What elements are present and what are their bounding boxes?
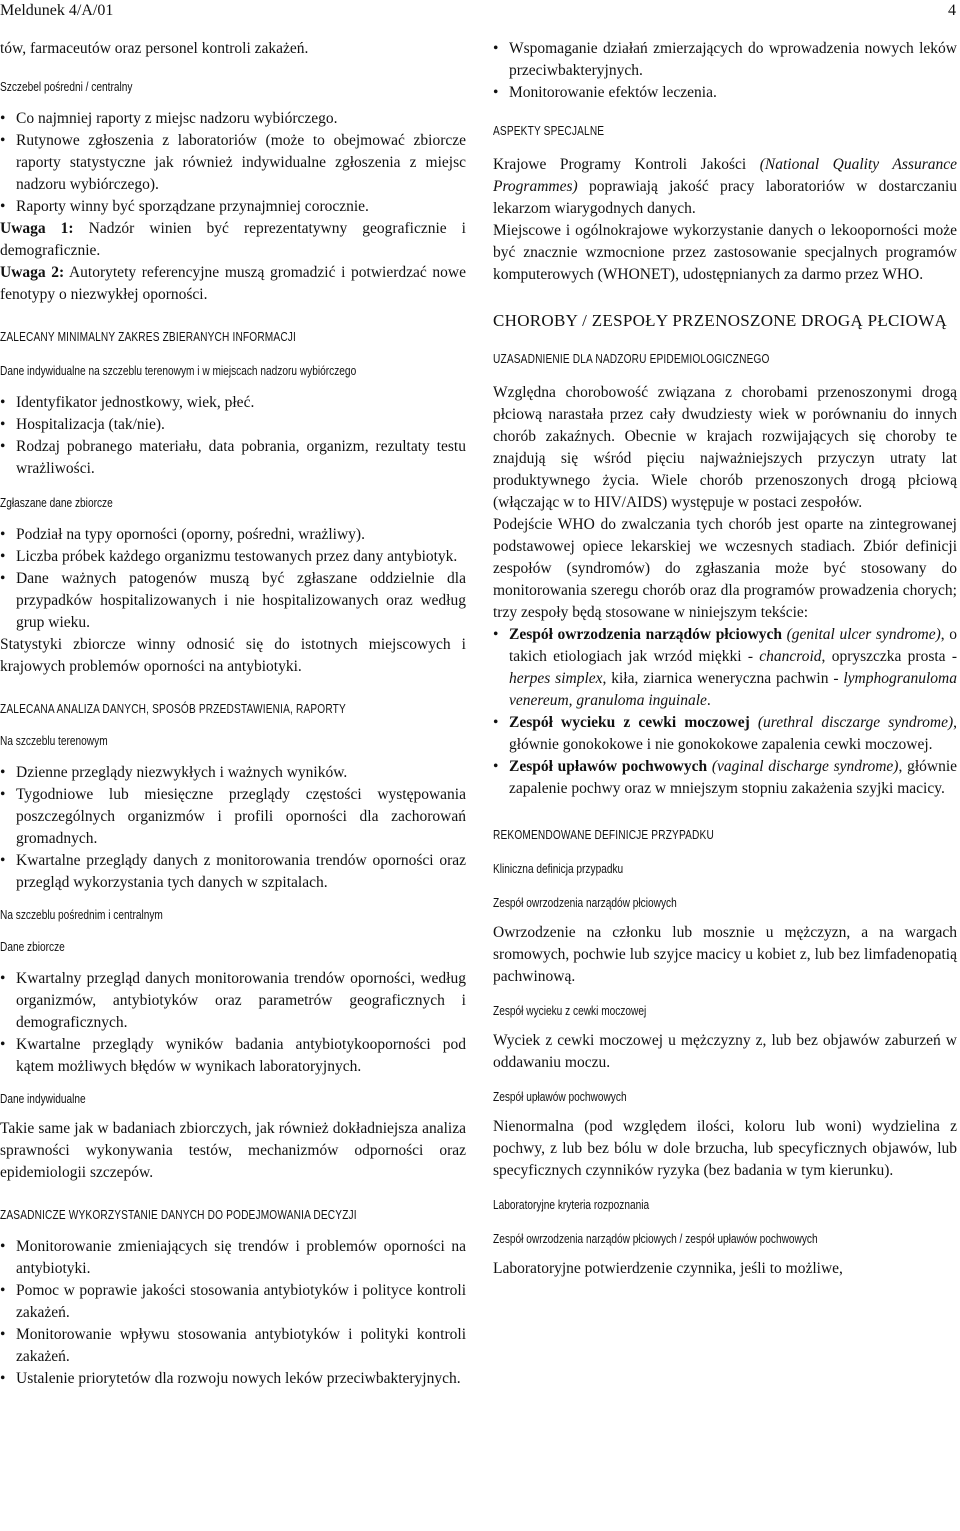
paragraph: Miejscowe i ogólnokrajowe wykorzystanie danych o lekooporności może być znacznie wzmocnione przez zastosowanie specjalnych programów komputerowych (WHONET), udostępnianych za darmo przez WHO. bbox=[493, 222, 957, 283]
list-item: • Tygodniowe lub miesięczne przeglądy częstości występowania poszczególnych organizmów i profili oporności dla zachorowań gromadnych. bbox=[0, 784, 466, 850]
paragraph: Nienormalna (pod względem ilości, koloru lub woni) wydzielina z pochwy, z lub bez bólu w dole brzucha, lub specyficznych objawów, lub specyficznych czynników ryzyka (bez badania w tym kierunku). bbox=[493, 1118, 957, 1179]
list-item bbox=[493, 712, 957, 756]
bullet-list bbox=[0, 392, 466, 480]
list-item: • Identyfikator jednostkowy, wiek, płeć. bbox=[0, 392, 466, 414]
paragraph: Takie same jak w badaniach zbiorczych, jak również dokładniejsza analiza sprawności wykonywania testów, mechanizmów odporności oraz epidemiologii szczepów. bbox=[0, 1120, 466, 1181]
paragraph: Względna chorobowość związana z chorobami przenoszonymi drogą płciową narastała przez cały dwudziesty wiek w porównaniu do innych chorób zakaźnych. Obecnie w krajach rozwijających się choroby te znajdują się wśród pięciu najważniejszych przyczyn utraty lat produktywnego życia. Wiele chorób przenoszonych drogą płciową (włączając w to HIV/AIDS) występuje w postaci zespołów. bbox=[493, 384, 957, 511]
italic-run: lymphogranuloma venereum, granuloma inguinale bbox=[509, 670, 958, 709]
subsection-heading: Zespół wycieku z cewki moczowej bbox=[493, 1003, 647, 1018]
bullet-list bbox=[0, 762, 466, 894]
list-item: • Dane ważnych patogenów muszą być zgłaszane oddzielnie dla przypadków hospitalizowanych i nie hospitalizowanych oraz według grup wieku. bbox=[0, 568, 466, 634]
subsection-heading: Na szczeblu pośrednim i centralnym bbox=[0, 907, 163, 922]
text-run: , głównie gonokokowe i nie gonokokowe zapalenia cewki moczowej. bbox=[509, 714, 958, 753]
section-heading: ASPEKTY SPECJALNE bbox=[493, 123, 605, 138]
subsection-heading: Dane indywidualne na szczeblu terenowym i w miejscach nadzoru wybiórczego bbox=[0, 363, 357, 378]
subsection-heading: Zespół upławów pochwowych bbox=[493, 1089, 627, 1104]
list-item: • Dzienne przeglądy niezwykłych i ważnych wyników. bbox=[0, 762, 466, 784]
subsection-heading: UZASADNIENIE DLA NADZORU EPIDEMIOLOGICZNEGO bbox=[493, 351, 770, 366]
page-header bbox=[0, 0, 960, 22]
italic-run: (urethral disczarge syndrome) bbox=[749, 714, 954, 731]
paragraph: Laboratoryjne potwierdzenie czynnika, jeśli to możliwe, bbox=[493, 1260, 843, 1277]
list-item: • Kwartalne przeglądy wyników badania antybiotykooporności pod kątem możliwych błędów w wynikach laboratoryjnych. bbox=[0, 1034, 466, 1078]
text-run: , opryszczka prosta - bbox=[821, 648, 957, 665]
note-1 bbox=[0, 218, 466, 262]
text-run: , głównie zapalenie pochwy oraz w mniejszym stopniu zakażenia szyjki macicy. bbox=[509, 758, 957, 797]
paragraph: Wyciek z cewki moczowej u mężczyzny z, lub bez objawów zaburzeń w oddawaniu moczu. bbox=[493, 1032, 957, 1071]
paragraph: Statystyki zbiorcze winny odnosić się do istotnych miejscowych i krajowych problemów oporności na antybiotyki. bbox=[0, 636, 466, 675]
list-item: • Monitorowanie zmieniających się trendów i problemów oporności na antybiotyki. bbox=[0, 1236, 466, 1280]
bold-run: Zespół wycieku z cewki moczowej bbox=[509, 714, 750, 731]
bulletin-title: Meldunek 4/A/01 bbox=[0, 2, 114, 19]
paragraph bbox=[493, 154, 957, 220]
list-item: • Podział na typy oporności (oporny, pośredni, wrażliwy). bbox=[0, 524, 466, 546]
subsection-heading: Dane indywidualne bbox=[0, 1091, 86, 1106]
subsection-heading: Zgłaszane dane zbiorcze bbox=[0, 495, 113, 510]
subsection-heading: Zespół owrzodzenia narządów płciowych / zespół upławów pochwowych bbox=[493, 1231, 818, 1246]
section-heading: Szczebel pośredni / centralny bbox=[0, 79, 133, 94]
bullet-list bbox=[0, 1236, 466, 1390]
list-item: • Rutynowe zgłoszenia z laboratoriów (może to obejmować zbiorcze raporty statystyczne jak również indywidualne zgłoszenia z miejsc nadzoru wybiórczego). bbox=[0, 130, 466, 196]
list-item: • Wspomaganie działań zmierzających do wprowadzenia nowych leków przeciwbakteryjnych. bbox=[493, 38, 957, 82]
list-item: • Liczba próbek każdego organizmu testowanych przez dany antybiotyk. bbox=[0, 546, 466, 568]
italic-run: (genital ulcer syndrome) bbox=[782, 626, 941, 643]
italic-run: (National Quality Assurance Programmes) bbox=[493, 156, 957, 195]
bullet-list bbox=[493, 624, 957, 800]
intro-text: tów, farmaceutów oraz personel kontroli zakażeń. bbox=[0, 40, 309, 57]
list-item bbox=[493, 756, 957, 800]
list-item: • Co najmniej raporty z miejsc nadzoru wybiórczego. bbox=[0, 108, 466, 130]
list-item: • Hospitalizacja (tak/nie). bbox=[0, 414, 466, 436]
section-heading: ZASADNICZE WYKORZYSTANIE DANYCH DO PODEJMOWANIA DECYZJI bbox=[0, 1207, 357, 1222]
list-item: • Raporty winny być sporządzane przynajmniej corocznie. bbox=[0, 196, 466, 218]
subsection-heading: Dane zbiorcze bbox=[0, 939, 65, 954]
note-text: Nadzór winien być reprezentatywny geograficznie i demograficznie. bbox=[0, 220, 466, 259]
text-run: poprawiają jakość pracy laboratoriów w dostarczaniu lekarzom wiarygodnych danych. bbox=[493, 178, 957, 217]
list-item: • Kwartalny przegląd danych monitorowania trendów oporności, według organizmów, antybiotyków oraz parametrów geograficznych i demograficznych. bbox=[0, 968, 466, 1034]
section-heading: REKOMENDOWANE DEFINICJE PRZYPADKU bbox=[493, 827, 714, 842]
bullet-list bbox=[0, 968, 466, 1078]
list-item: • Ustalenie priorytetów dla rozwoju nowych leków przeciwbakteryjnych. bbox=[0, 1368, 466, 1390]
subsection-heading: Kliniczna definicja przypadku bbox=[493, 861, 624, 876]
italic-run: chancroid bbox=[759, 648, 822, 665]
bullet-list bbox=[493, 38, 957, 104]
text-run: , kiła, ziarnica weneryczna pachwin - bbox=[602, 670, 844, 687]
text-run: , o takich etiologiach jak wrzód miękki - bbox=[509, 626, 957, 665]
paragraph: Owrzodzenie na członku lub mosznie u mężczyzn, a na wargach sromowych, pochwie lub szyjce macicy u kobiet z, lub bez limfadenopatią pachwinową. bbox=[493, 924, 957, 985]
italic-run: herpes simplex bbox=[509, 670, 603, 687]
bullet-list bbox=[0, 108, 466, 218]
page-number: 4 bbox=[948, 2, 956, 19]
list-item bbox=[493, 624, 957, 712]
text-run: . bbox=[706, 692, 711, 709]
section-title: CHOROBY / ZESPOŁY PRZENOSZONE DROGĄ PŁCIOWĄ bbox=[493, 311, 948, 330]
bold-run: Zespół owrzodzenia narządów płciowych bbox=[509, 626, 783, 643]
paragraph: Podejście WHO do zwalczania tych chorób jest oparte na zintegrowanej podstawowej opiece lekarskiej we wczesnych stadiach. Zbiór definicji zespołów (syndromów) do zgłaszania może być stosowany do monitorowania szeregu chorób oraz dla programów prowadzenia chorych; trzy zespoły będą stosowane w niniejszym tekście: bbox=[493, 516, 957, 621]
list-item: • Monitorowanie efektów leczenia. bbox=[493, 82, 957, 104]
list-item: • Kwartalne przeglądy danych z monitorowania trendów oporności oraz przegląd wykorzystania tych danych w szpitalach. bbox=[0, 850, 466, 894]
list-item: • Pomoc w poprawie jakości stosowania antybiotyków i polityce kontroli zakażeń. bbox=[0, 1280, 466, 1324]
section-heading: ZALECANA ANALIZA DANYCH, SPOSÓB PRZEDSTAWIENIA, RAPORTY bbox=[0, 701, 346, 716]
list-item: • Rodzaj pobranego materiału, data pobrania, organizm, rezultaty testu wrażliwości. bbox=[0, 436, 466, 480]
note-label: Uwaga 1: bbox=[0, 220, 74, 237]
subsection-heading: Na szczeblu terenowym bbox=[0, 733, 108, 748]
subsection-heading: Zespół owrzodzenia narządów płciowych bbox=[493, 895, 677, 910]
note-2 bbox=[0, 262, 466, 306]
list-item: • Monitorowanie wpływu stosowania antybiotyków i polityki kontroli zakażeń. bbox=[0, 1324, 466, 1368]
bold-run: Zespół upławów pochwowych bbox=[509, 758, 708, 775]
note-text: Autorytety referencyjne muszą gromadzić i potwierdzać nowe fenotypy o niezwykłej oporności. bbox=[0, 264, 466, 303]
subsection-heading: Laboratoryjne kryteria rozpoznania bbox=[493, 1197, 650, 1212]
section-heading: ZALECANY MINIMALNY ZAKRES ZBIERANYCH INFORMACJI bbox=[0, 329, 296, 344]
text-run: Krajowe Programy Kontroli Jakości bbox=[493, 156, 760, 173]
note-label: Uwaga 2: bbox=[0, 264, 65, 281]
italic-run: (vaginal discharge syndrome) bbox=[707, 758, 899, 775]
bullet-list bbox=[0, 524, 466, 634]
left-column bbox=[0, 38, 466, 1390]
right-column bbox=[493, 38, 957, 1280]
